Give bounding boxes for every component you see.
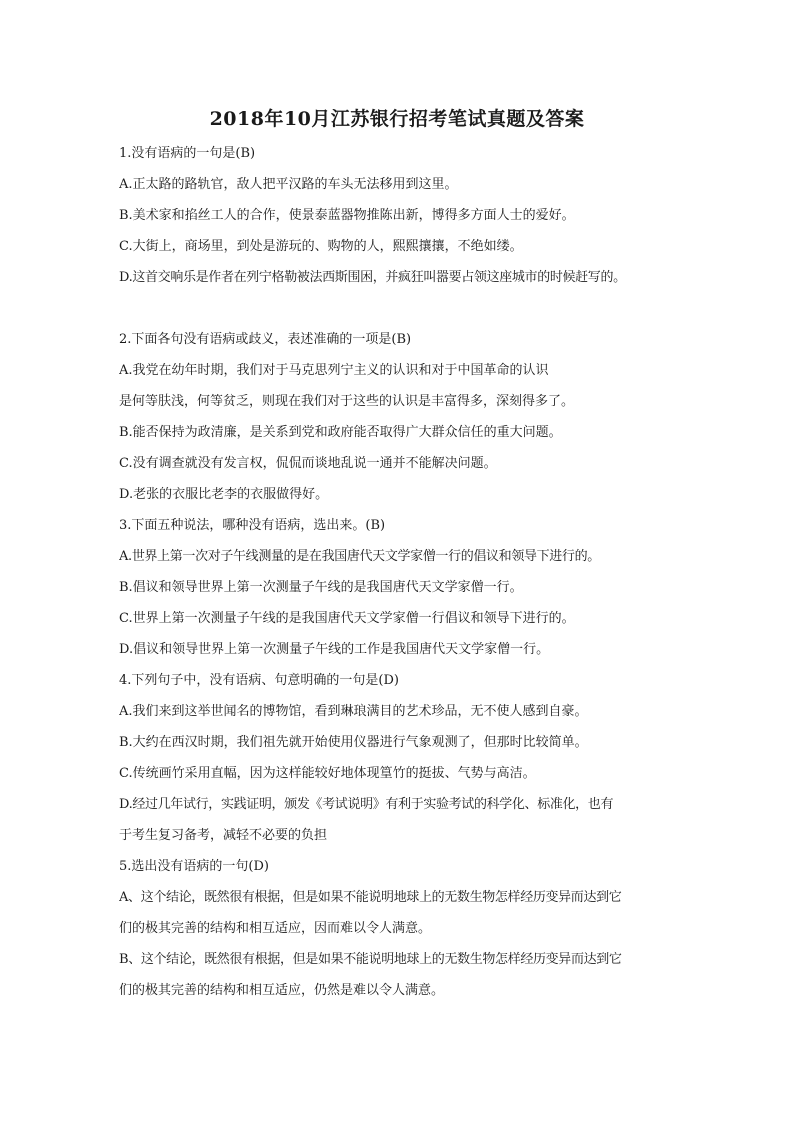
question-4-option-d: D.经过几年试行，实践证明，颁发《考试说明》有利于实验考试的科学化、标准化，也有: [119, 797, 614, 812]
question-5-option-b-continued: 们的极其完善的结构和相互适应，仍然是难以令人满意。: [119, 983, 445, 998]
question-5-option-a: A、这个结论，既然很有根据，但是如果不能说明地球上的无数生物怎样经历变异而达到它: [119, 890, 622, 905]
question-1-option-b: B.美术家和掐丝工人的合作，使景泰蓝器物推陈出新，博得多方面人士的爱好。: [119, 208, 575, 223]
question-2-option-a-continued: 是何等肤浅，何等贫乏，则现在我们对于这些的认识是丰富得多，深刻得多了。: [119, 394, 575, 409]
question-1-option-d: D.这首交响乐是作者在列宁格勒被法西斯围困，并疯狂叫嚣要占领这座城市的时候赶写的。: [119, 270, 626, 285]
question-3-option-a: A.世界上第一次对子午线测量的是在我国唐代天文学家僧一行的倡议和领导下进行的。: [119, 549, 600, 564]
question-4-stem: 4.下列句子中，没有语病、句意明确的一句是(D): [119, 673, 399, 688]
question-2-option-d: D.老张的衣服比老李的衣服做得好。: [119, 487, 329, 502]
question-1-stem: 1.没有语病的一句是(B): [119, 146, 256, 161]
question-5-option-b: B、这个结论，既然很有根据，但是如果不能说明地球上的无数生物怎样经历变异而达到它: [119, 952, 622, 967]
question-1-option-c: C.大街上，商场里，到处是游玩的、购物的人，熙熙攘攘，不绝如缕。: [119, 239, 523, 254]
question-4-option-a: A.我们来到这举世闻名的博物馆，看到琳琅满目的艺术珍品，无不使人感到自豪。: [119, 704, 588, 719]
question-2-option-c: C.没有调查就没有发言权，侃侃而谈地乱说一通并不能解决问题。: [119, 456, 497, 471]
question-3-option-b: B.倡议和领导世界上第一次测量子午线的是我国唐代天文学家僧一行。: [119, 580, 523, 595]
question-3-option-d: D.倡议和领导世界上第一次测量子午线的工作是我国唐代天文学家僧一行。: [119, 642, 550, 657]
question-2-option-b: B.能否保持为政清廉，是关系到党和政府能否取得广大群众信任的重大问题。: [119, 425, 562, 440]
question-2-stem: 2.下面各句没有语病或歧义，表述准确的一项是(B): [119, 332, 412, 347]
document-title: 2018年10月江苏银行招考笔试真题及答案: [209, 108, 585, 130]
question-4-option-d-continued: 于考生复习备考，减轻不必要的负担: [119, 828, 328, 843]
question-4-option-c: C.传统画竹采用直幅，因为这样能较好地体现篁竹的挺拔、气势与高洁。: [119, 766, 536, 781]
question-4-option-b: B.大约在西汉时期，我们祖先就开始使用仪器进行气象观测了，但那时比较简单。: [119, 735, 588, 750]
question-1-option-a: A.正太路的路轨官，敌人把平汉路的车头无法移用到这里。: [119, 177, 458, 192]
document-body: [119, 140, 679, 1008]
blank-line: [119, 295, 679, 326]
question-3-stem: 3.下面五种说法，哪种没有语病，选出来。(B): [119, 518, 386, 533]
question-5-option-a-continued: 们的极其完善的结构和相互适应，因而难以令人满意。: [119, 921, 432, 936]
question-3-option-c: C.世界上第一次测量子午线的是我国唐代天文学家僧一行倡议和领导下进行的。: [119, 611, 575, 626]
question-5-stem: 5.选出没有语病的一句(D): [119, 859, 269, 874]
question-2-option-a: A.我党在幼年时期，我们对于马克思列宁主义的认识和对于中国革命的认识: [119, 363, 549, 378]
